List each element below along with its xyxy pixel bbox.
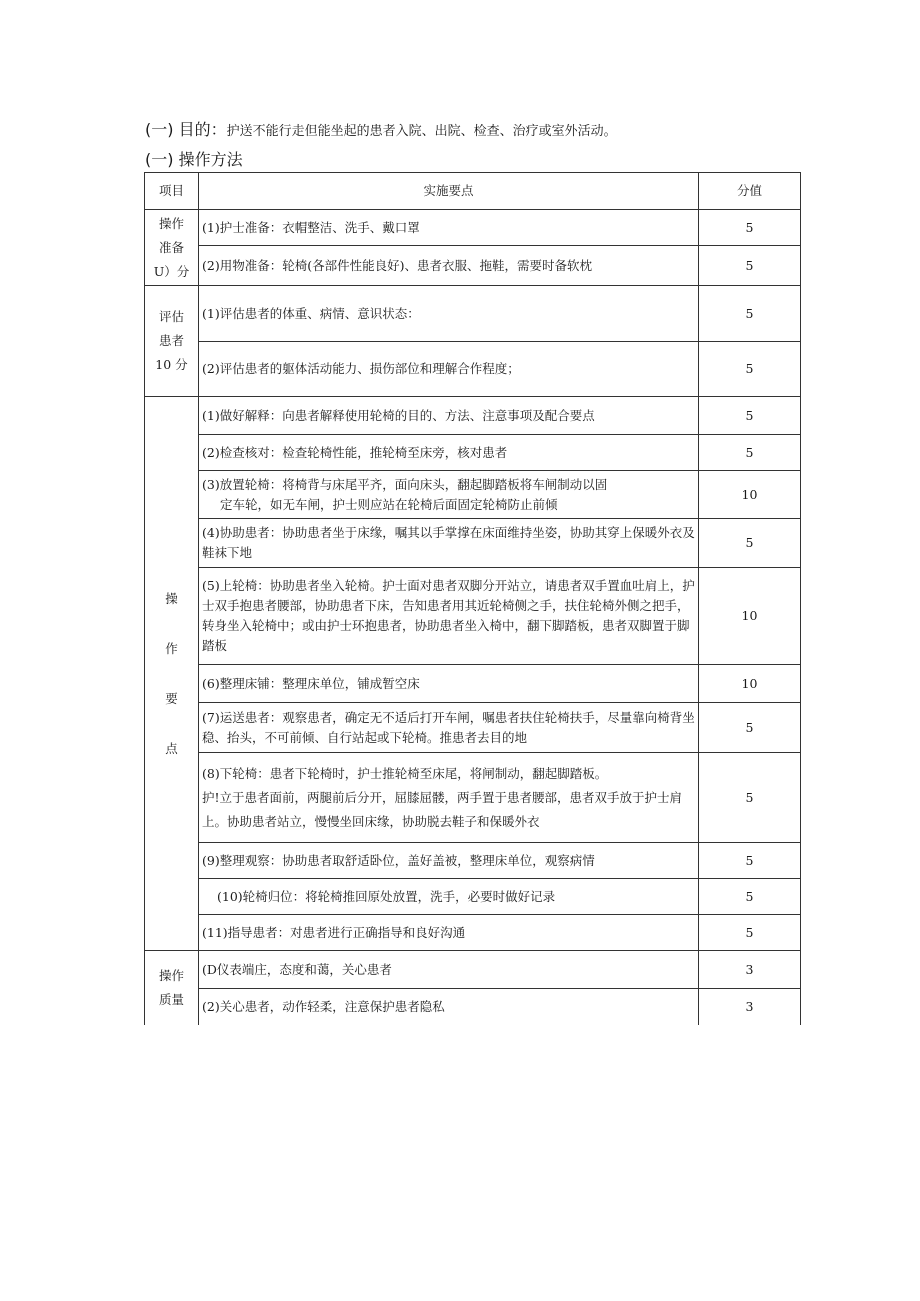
row-score: 5 <box>699 519 801 568</box>
row-score: 10 <box>699 665 801 703</box>
header-content: 实施要点 <box>199 173 699 210</box>
table-row <box>145 753 801 843</box>
method-heading: (一) 操作方法 <box>145 150 243 169</box>
row-text: (9)整理观察：协助患者取舒适卧位，盖好盖被，整理床单位，观察病情 <box>199 843 699 879</box>
row-text: (2)评估患者的躯体活动能力、损伤部位和理解合作程度； <box>199 342 699 397</box>
table-header-row <box>145 173 801 210</box>
row-text: (1)护士准备：衣帽整洁、洗手、戴口罩 <box>199 210 699 246</box>
table-row <box>145 665 801 703</box>
row-score: 5 <box>699 397 801 435</box>
table-row <box>145 951 801 989</box>
row-score: 5 <box>699 753 801 843</box>
row-score: 5 <box>699 879 801 915</box>
header-score: 分值 <box>699 173 801 210</box>
purpose-heading: (一) 目的： <box>145 120 227 139</box>
header-item: 项目 <box>145 173 199 210</box>
row-text: (3)放置轮椅：将椅背与床尾平齐，面向床头，翻起脚踏板将车闸制动以固 定车轮，如无车闸，护士则应站在轮椅后面固定轮椅防止前倾 <box>199 471 699 519</box>
table-row <box>145 703 801 753</box>
row-text: (7)运送患者：观察患者，确定无不适后打开车闸，嘱患者扶住轮椅扶手，尽量靠向椅背坐稳、抬头，不可前倾、自行站起或下轮椅。推患者去目的地 <box>199 703 699 753</box>
category-prep: 操作 准备 U）分 <box>145 210 199 286</box>
row-score: 10 <box>699 568 801 665</box>
row-score: 5 <box>699 435 801 471</box>
table-row <box>145 915 801 951</box>
row-score: 10 <box>699 471 801 519</box>
category-assess: 评估 患者 10 分 <box>145 286 199 397</box>
table-row <box>145 286 801 342</box>
table-row <box>145 471 801 519</box>
row-score: 5 <box>699 210 801 246</box>
row-score: 5 <box>699 246 801 286</box>
table-row <box>145 568 801 665</box>
row-text: (11)指导患者：对患者进行正确指导和良好沟通 <box>199 915 699 951</box>
category-quality: 操作 质量 <box>145 951 199 1025</box>
table-row <box>145 246 801 286</box>
table-row <box>145 342 801 397</box>
table-row <box>145 879 801 915</box>
category-steps: 操 作 要 点 <box>145 397 199 951</box>
row-text: (1)评估患者的体重、病情、意识状态： <box>199 286 699 342</box>
row-text: (4)协助患者：协助患者坐于床缘，嘱其以手掌撑在床面维持坐姿，协助其穿上保暖外衣及鞋袜下地 <box>199 519 699 568</box>
purpose-text: 护送不能行走但能坐起的患者入院、出院、检查、治疗或室外活动。 <box>226 124 617 139</box>
row-text: (2)用物准备：轮椅(各部件性能良好)、患者衣服、拖鞋，需要时备软枕 <box>199 246 699 286</box>
procedure-table <box>144 172 801 1025</box>
table-row <box>145 519 801 568</box>
table-row <box>145 989 801 1025</box>
row-score: 5 <box>699 286 801 342</box>
row-text: (10)轮椅归位：将轮椅推回原处放置，洗手，必要时做好记录 <box>199 879 699 915</box>
table-row <box>145 397 801 435</box>
row-score: 3 <box>699 951 801 989</box>
row-text: (8)下轮椅：患者下轮椅时，护士推轮椅至床尾，将闸制动，翻起脚踏板。 护!立于患者面前，两腿前后分开，屈膝屈髅，两手置于患者腰部，患者双手放于护士肩上。协助患者站立，慢慢坐回床缘，协助脱去鞋子和保暖外衣 <box>199 753 699 843</box>
row-score: 5 <box>699 342 801 397</box>
purpose-line <box>145 117 617 140</box>
row-score: 5 <box>699 915 801 951</box>
row-text: (2)关心患者，动作轻柔，注意保护患者隐私 <box>199 989 699 1025</box>
row-text: (2)检查核对：检查轮椅性能，推轮椅至床旁，核对患者 <box>199 435 699 471</box>
row-score: 3 <box>699 989 801 1025</box>
row-text: (1)做好解释：向患者解释使用轮椅的目的、方法、注意事项及配合要点 <box>199 397 699 435</box>
row-text: (6)整理床铺：整理床单位，铺成暂空床 <box>199 665 699 703</box>
row-score: 5 <box>699 703 801 753</box>
table-row <box>145 210 801 246</box>
row-text: (5)上轮椅：协助患者坐入轮椅。护士面对患者双脚分开站立，请患者双手置血吐肩上，护士双手抱患者腰部，协助患者下床，告知患者用其近轮椅侧之手，扶住轮椅外侧之把手，转身坐入轮椅中；或由护士环抱患者，协助患者坐入椅中，翻下脚踏板，患者双脚置于脚踏板 <box>199 568 699 665</box>
table-row <box>145 843 801 879</box>
row-text: (D仪表端庄，态度和蔼，关心患者 <box>199 951 699 989</box>
table-row <box>145 435 801 471</box>
row-score: 5 <box>699 843 801 879</box>
